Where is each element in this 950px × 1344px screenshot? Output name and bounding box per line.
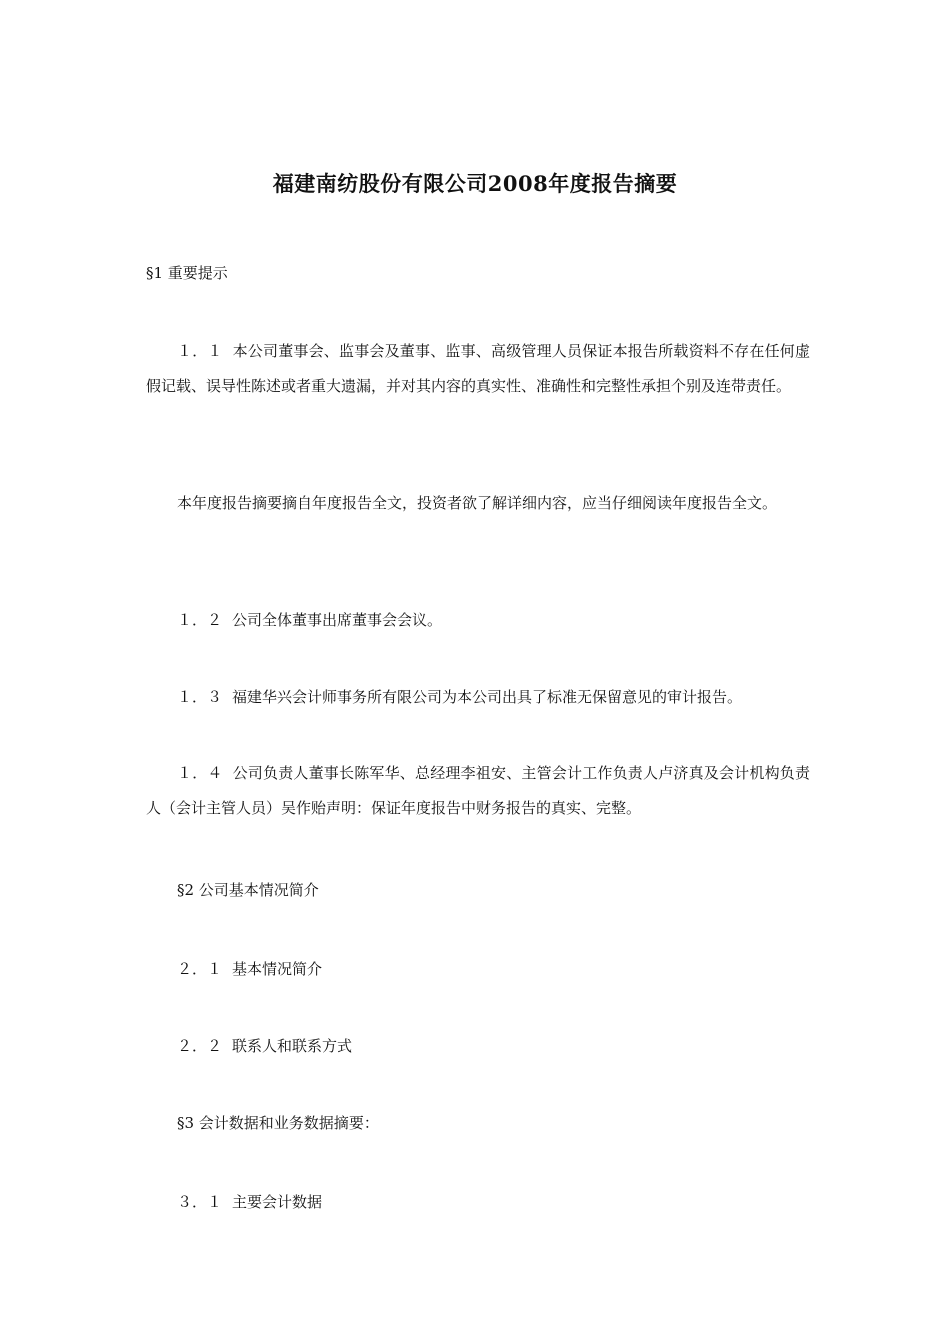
paragraph-2-2 — [177, 1035, 352, 1056]
paragraph-3-1 — [177, 1191, 322, 1212]
paragraph-1-1 — [146, 334, 810, 404]
paragraph-text: 基本情况简介 — [232, 960, 323, 978]
paragraph-1-4 — [146, 756, 810, 826]
paragraph-number: １．３ — [177, 688, 223, 706]
paragraph-number: １．１ — [177, 342, 223, 360]
paragraph-number: ２．１ — [177, 960, 223, 978]
paragraph-text: 主要会计数据 — [232, 1193, 323, 1211]
section-heading-1: §1 重要提示 — [146, 264, 228, 282]
paragraph-text: 本公司董事会、监事会及董事、监事、高级管理人员保证本报告所载资料不存在任何虚假记载、误导性陈述或者重大遗漏，并对其内容的真实性、准确性和完整性承担个别及连带责任。 — [146, 342, 810, 395]
paragraph-text: 福建华兴会计师事务所有限公司为本公司出具了标准无保留意见的审计报告。 — [232, 688, 743, 706]
paragraph-1-2 — [177, 609, 442, 630]
section-heading-2: §2 公司基本情况简介 — [177, 881, 319, 899]
paragraph-number: ２．２ — [177, 1037, 223, 1055]
paragraph-summary: 本年度报告摘要摘自年度报告全文，投资者欲了解详细内容，应当仔细阅读年度报告全文。 — [177, 494, 778, 512]
paragraph-number: １．２ — [177, 611, 223, 629]
document-title: 福建南纺股份有限公司2008年度报告摘要 — [272, 171, 678, 196]
paragraph-2-1 — [177, 958, 322, 979]
paragraph-number: １．４ — [177, 764, 223, 782]
paragraph-1-3 — [177, 686, 742, 707]
section-heading-3: §3 会计数据和业务数据摘要： — [177, 1114, 379, 1132]
paragraph-text: 公司负责人董事长陈军华、总经理李祖安、主管会计工作负责人卢济真及会计机构负责人（会计主管人员）吴作贻声明：保证年度报告中财务报告的真实、完整。 — [146, 764, 810, 817]
paragraph-text: 联系人和联系方式 — [232, 1037, 353, 1055]
paragraph-text: 公司全体董事出席董事会会议。 — [232, 611, 443, 629]
paragraph-number: ３．１ — [177, 1193, 223, 1211]
